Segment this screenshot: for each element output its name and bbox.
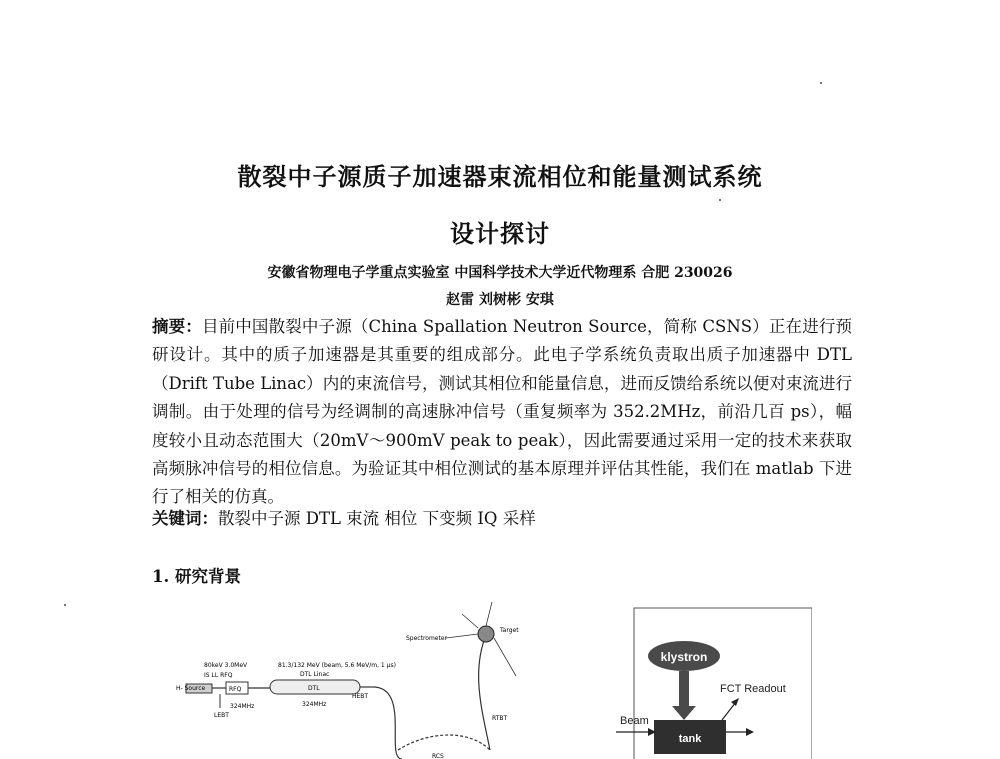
ion-source-label: H- Source bbox=[176, 685, 206, 692]
readout-label: FCT Readout bbox=[720, 683, 786, 695]
spectrometer-line bbox=[446, 634, 478, 638]
accelerator-layout-figure bbox=[170, 590, 570, 759]
dtl-box-label: DTL bbox=[308, 685, 320, 692]
tank-label: tank bbox=[678, 733, 702, 745]
klystron-tank-figure bbox=[612, 606, 812, 759]
affiliation: 安徽省物理电子学重点实验室 中国科学技术大学近代物理系 合肥 230026 bbox=[267, 265, 733, 281]
rcs-ring bbox=[398, 735, 490, 750]
readout-arrow bbox=[731, 698, 739, 706]
authors: 赵雷 刘树彬 安琪 bbox=[446, 292, 554, 308]
rfq-freq-label: 324MHz bbox=[230, 703, 255, 710]
hebt-curve bbox=[375, 687, 402, 759]
readout-line bbox=[722, 702, 736, 720]
keywords-text: 散裂中子源 DTL 束流 相位 下变频 IQ 采样 bbox=[218, 509, 536, 528]
rfq-energy-label: 80keV 3.0MeV bbox=[204, 662, 248, 669]
rfq-sub-label: IS LL RFQ bbox=[204, 672, 233, 679]
beamline-left bbox=[462, 614, 478, 628]
paper-title-line2: 设计探讨 bbox=[450, 219, 550, 248]
dtl-label: DTL Linac bbox=[300, 671, 330, 678]
scan-speck bbox=[719, 199, 721, 201]
hebt-label: HEBT bbox=[352, 693, 369, 700]
beam-label: Beam bbox=[620, 715, 649, 727]
klystron-label: klystron bbox=[660, 650, 708, 664]
spectrometer-label: Spectrometer bbox=[406, 635, 448, 642]
rfq-box-label: RFQ bbox=[229, 686, 242, 693]
rcs-label: RCS bbox=[432, 753, 444, 759]
klystron-arrow-shaft bbox=[679, 671, 689, 709]
dtl-freq-label: 324MHz bbox=[302, 701, 327, 708]
dtl-energy-label: 81.3/132 MeV (beam, 5.6 MeV/m, 1 μs) bbox=[278, 662, 396, 669]
keywords bbox=[152, 505, 536, 529]
beamline-right bbox=[494, 638, 516, 676]
lebt-label: LEBT bbox=[214, 712, 229, 719]
scan-speck bbox=[820, 82, 822, 84]
target-label: Target bbox=[500, 627, 519, 634]
abstract-text: 目前中国散裂中子源（China Spallation Neutron Source，简称 CSNS）正在进行预研设计。其中的质子加速器是其重要的组成部分。此电子学系统负责取出质子加速器中 DTL（Drift Tube Linac）内的束流信号，测试其相位和能量信息，进而反馈给系统以便对束流进行调制。由于处理的信号为经调制的高速脉冲信号（重复频率为 352.2MHz，前沿几百 ps），幅度较小且动态范围大（20mV～900mV peak to peak），因此需要通过采用一定的技术来获取高频脉冲信号的相位信息。为验证其中相位测试的基本原理并评估其性能，我们在 matlab 下进行了相关的仿真。 bbox=[152, 317, 853, 507]
rtbt-line bbox=[479, 630, 490, 750]
abstract-label: 摘要： bbox=[152, 317, 202, 336]
rtbt-label: RTBT bbox=[492, 715, 508, 722]
section-heading: 1. 研究背景 bbox=[152, 567, 241, 586]
target-shape bbox=[478, 626, 494, 642]
paper-title-line1: 散裂中子源质子加速器束流相位和能量测试系统 bbox=[237, 162, 763, 191]
scan-speck bbox=[64, 604, 66, 606]
klystron-arrow-head bbox=[672, 706, 696, 720]
beam-arrow-out bbox=[746, 728, 754, 736]
beamline-up bbox=[486, 602, 492, 626]
keywords-label: 关键词： bbox=[152, 509, 218, 528]
abstract bbox=[152, 313, 852, 512]
